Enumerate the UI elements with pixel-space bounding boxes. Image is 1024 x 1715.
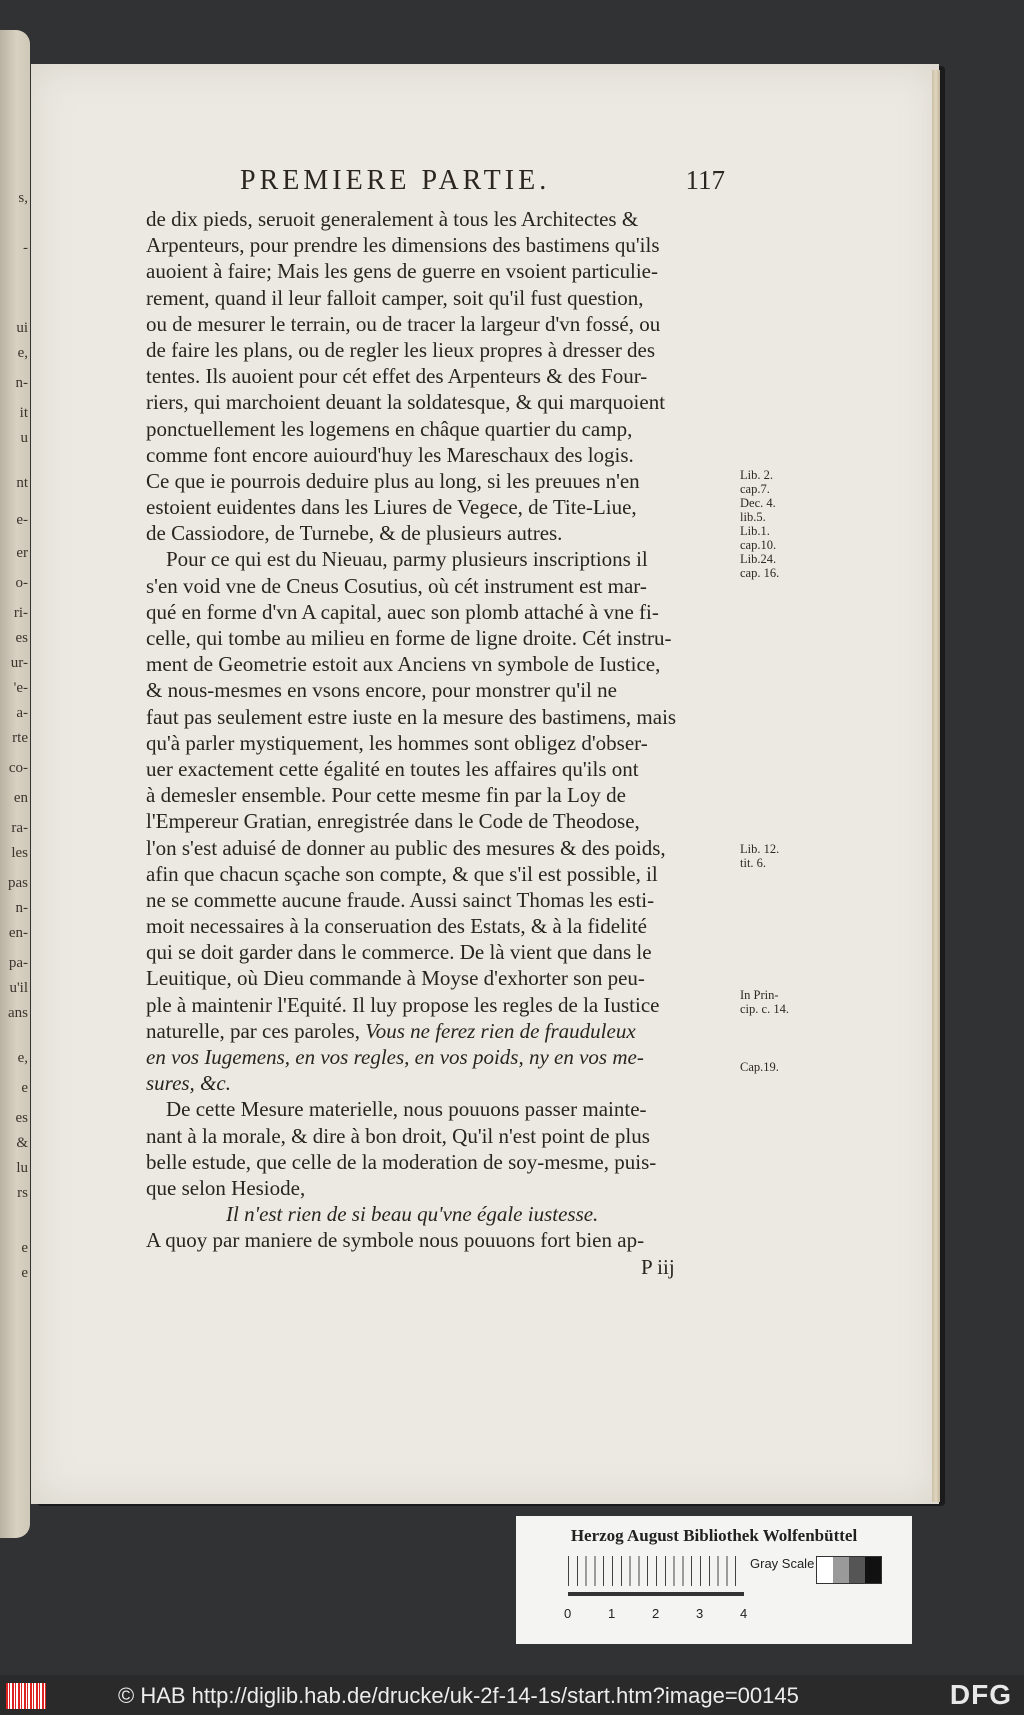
margin-note bbox=[740, 1060, 779, 1074]
margin-note bbox=[740, 552, 779, 580]
page-edge bbox=[932, 70, 940, 1502]
text-span: qu'à parler mystiquement, les hommes sont obligez d'obser- bbox=[146, 730, 648, 755]
text-span: Pour ce qui est du Nieuau, parmy plusieurs inscriptions il bbox=[166, 547, 648, 572]
facing-page-fragment: rte bbox=[12, 730, 28, 746]
italic-span: Vous ne ferez rien de frauduleux bbox=[365, 1018, 636, 1043]
text-span: faut pas seulement estre iuste en la mesure des bastimens, mais bbox=[146, 704, 677, 729]
text-line bbox=[146, 651, 742, 677]
text-line bbox=[146, 468, 742, 494]
scale-ruler bbox=[568, 1556, 744, 1586]
gray-scale-patches bbox=[816, 1556, 882, 1584]
text-span: que selon Hesiode, bbox=[146, 1175, 306, 1200]
text-span: De cette Mesure materielle, nous pouuons passer mainte- bbox=[166, 1097, 647, 1122]
hab-logo-icon bbox=[6, 1683, 46, 1709]
margin-note-line: cap.7. bbox=[740, 482, 770, 496]
text-line bbox=[146, 1018, 742, 1044]
text-line bbox=[146, 756, 742, 782]
gray-patch bbox=[865, 1557, 881, 1583]
text-span: belle estude, que celle de la moderation de soy-mesme, puis- bbox=[146, 1149, 657, 1174]
margin-note bbox=[740, 496, 776, 524]
facing-page-fragment: er bbox=[16, 545, 28, 561]
facing-page-fragment: nt bbox=[16, 475, 28, 491]
text-span: uer exactement cette égalité en toutes les affaires qu'ils ont bbox=[146, 756, 639, 781]
text-span: Arpenteurs, pour prendre les dimensions des bastimens qu'ils bbox=[146, 233, 660, 258]
text-span: ou de mesurer le terrain, ou de tracer la largeur d'vn fossé, ou bbox=[146, 311, 661, 336]
text-line bbox=[146, 337, 742, 363]
margin-note-line: lib.5. bbox=[740, 510, 766, 524]
margin-note bbox=[740, 988, 789, 1016]
text-span: A quoy par maniere de symbole nous pouuons fort bien ap- bbox=[146, 1228, 645, 1253]
text-span: comme font encore auiourd'huy les Mareschaux des logis. bbox=[146, 442, 634, 467]
italic-span: en vos Iugemens, en vos regles, en vos poids, ny en vos me- bbox=[146, 1045, 644, 1069]
text-span: naturelle, par ces paroles, bbox=[146, 1018, 366, 1043]
facing-page-fragment: - bbox=[23, 240, 28, 256]
facing-page-fragment: ans bbox=[8, 1005, 28, 1021]
facing-page-fragment: ui bbox=[16, 320, 28, 336]
facing-page-fragment: e, bbox=[17, 1050, 28, 1066]
page-number: 117 bbox=[685, 165, 725, 195]
text-line bbox=[146, 625, 742, 651]
text-line bbox=[146, 730, 742, 756]
margin-note-line: Lib.24. bbox=[740, 552, 777, 566]
ruler-number: 0 bbox=[564, 1606, 572, 1621]
facing-page-fragment: es bbox=[15, 1110, 28, 1126]
text-line bbox=[146, 258, 742, 284]
text-line bbox=[146, 887, 742, 913]
text-line bbox=[146, 494, 742, 520]
text-span: l'on s'est aduisé de donner au public des mesures & des poids, bbox=[146, 835, 666, 860]
facing-page-fragment: s, bbox=[18, 190, 28, 206]
ruler-bar bbox=[568, 1592, 744, 1596]
facing-page-edge bbox=[0, 30, 30, 1538]
text-span: tentes. Ils auoient pour cét effet des Arpenteurs & des Four- bbox=[146, 364, 648, 389]
text-line bbox=[146, 389, 742, 415]
facing-page-fragment: n- bbox=[15, 900, 28, 916]
signature-mark bbox=[146, 1254, 742, 1280]
margin-note-line: cip. c. 14. bbox=[740, 1002, 789, 1016]
ruler-number: 1 bbox=[608, 1606, 616, 1621]
text-span: qui se doit garder dans le commerce. De là vient que dans le bbox=[146, 940, 652, 965]
dfg-logo: DFG bbox=[949, 1679, 1012, 1710]
text-line bbox=[146, 311, 742, 337]
margin-note-line: Lib.1. bbox=[740, 524, 770, 538]
running-head: PREMIERE PARTIE. bbox=[240, 165, 551, 196]
text-span: rement, quand il leur falloit camper, soit qu'il fust question, bbox=[146, 285, 644, 310]
margin-note bbox=[740, 468, 773, 496]
text-line bbox=[146, 808, 742, 834]
facing-page-fragment: u'il bbox=[9, 980, 28, 996]
text-span: s'en void vne de Cneus Cosutius, où cét instrument est mar- bbox=[146, 573, 647, 598]
text-line bbox=[146, 416, 742, 442]
italic-span: sures, &c. bbox=[146, 1071, 231, 1096]
text-line bbox=[146, 520, 742, 546]
text-line bbox=[146, 992, 742, 1018]
text-span: ple à maintenir l'Equité. Il luy propose les regles de la Iustice bbox=[146, 992, 660, 1017]
text-span: ment de Geometrie estoit aux Anciens vn symbole de Iustice, bbox=[146, 652, 661, 677]
margin-note-line: cap. 16. bbox=[740, 566, 780, 580]
facing-page-fragment: e bbox=[21, 1240, 28, 1256]
facing-page-fragment: ra- bbox=[11, 820, 28, 836]
text-line bbox=[146, 363, 742, 389]
italic-span: Il n'est rien de si beau qu'vne égale iustesse. bbox=[226, 1202, 599, 1227]
text-span: à demesler ensemble. Pour cette mesme fin par la Loy de bbox=[146, 783, 626, 808]
text-line bbox=[146, 232, 742, 258]
margin-note-line: In Prin- bbox=[740, 988, 779, 1002]
text-line bbox=[146, 573, 742, 599]
text-line bbox=[146, 1149, 742, 1175]
text-line bbox=[146, 1044, 742, 1070]
margin-note-line: Cap.19. bbox=[740, 1060, 779, 1074]
text-span: estoient euidentes dans les Liures de Vegece, de Tite-Liue, bbox=[146, 495, 637, 520]
facing-page-fragment: ur- bbox=[10, 655, 28, 671]
facing-page-fragment: en bbox=[13, 790, 28, 806]
text-span: de Cassiodore, de Turnebe, & de plusieurs autres. bbox=[146, 521, 563, 546]
facing-page-fragment: e- bbox=[16, 512, 28, 528]
text-line bbox=[146, 206, 742, 232]
gray-patch bbox=[833, 1557, 849, 1583]
facing-page-fragment: les bbox=[11, 845, 28, 861]
facing-page-fragment: pas bbox=[8, 875, 28, 891]
text-span: nant à la morale, & dire à bon droit, Qu'il n'est point de plus bbox=[146, 1123, 650, 1148]
margin-note-line: tit. 6. bbox=[740, 856, 767, 870]
facing-page-fragment: es bbox=[15, 630, 28, 646]
margin-note bbox=[740, 842, 779, 870]
margin-note-line: cap.10. bbox=[740, 538, 777, 552]
facing-page-fragment: co- bbox=[8, 760, 28, 776]
text-span: celle, qui tombe au milieu en forme de ligne droite. Cét instru- bbox=[146, 626, 672, 650]
footer-bar bbox=[0, 1675, 1024, 1715]
text-line bbox=[146, 835, 742, 861]
body-text bbox=[146, 206, 742, 1280]
text-line bbox=[146, 704, 742, 730]
margin-note-line: Lib. 12. bbox=[740, 842, 780, 856]
text-line bbox=[146, 1227, 742, 1253]
gray-patch bbox=[817, 1557, 833, 1583]
text-span: ponctuellement les logemens en châque quartier du camp, bbox=[146, 416, 633, 441]
text-span: de dix pieds, seruoit generalement à tous les Architectes & bbox=[146, 207, 639, 231]
page-header bbox=[240, 165, 725, 205]
text-line bbox=[146, 599, 742, 625]
facing-page-fragment: en- bbox=[8, 925, 28, 941]
library-name: Herzog August Bibliothek Wolfenbüttel bbox=[570, 1526, 858, 1545]
text-line bbox=[146, 1175, 742, 1201]
facing-page-fragment: rs bbox=[17, 1185, 28, 1201]
copyright-url[interactable]: © HAB http://diglib.hab.de/drucke/uk-2f-14-1s/start.htm?image=00145 bbox=[118, 1683, 799, 1708]
facing-page-fragment: u bbox=[20, 430, 28, 446]
text-line bbox=[146, 939, 742, 965]
facing-page-fragment: pa- bbox=[8, 955, 28, 971]
margin-note-line: Lib. 2. bbox=[740, 468, 773, 482]
text-span: afin que chacun sçache son compte, & que s'il est possible, il bbox=[146, 861, 658, 886]
facing-page-fragment: e, bbox=[17, 345, 28, 361]
text-span: & nous-mesmes en vsons encore, pour monstrer qu'il ne bbox=[146, 678, 617, 703]
text-line bbox=[146, 965, 742, 991]
ruler-number: 4 bbox=[740, 1606, 748, 1621]
facing-page-fragment: it bbox=[19, 405, 28, 421]
facing-page-fragment: o- bbox=[15, 575, 28, 591]
text-span: de faire les plans, ou de regler les lieux propres à dresser des bbox=[146, 337, 656, 362]
text-span: l'Empereur Gratian, enregistrée dans le Code de Theodose, bbox=[146, 809, 640, 834]
text-span: P iij bbox=[641, 1254, 675, 1279]
text-span: ne se commette aucune fraude. Aussi sainct Thomas les esti- bbox=[146, 887, 655, 912]
color-target bbox=[516, 1516, 912, 1644]
facing-page-fragment: lu bbox=[16, 1160, 28, 1176]
text-line bbox=[146, 1070, 742, 1096]
facing-page-fragment: n- bbox=[15, 375, 28, 391]
facing-page-fragment: ri- bbox=[13, 605, 28, 621]
facing-page-fragment: a- bbox=[16, 705, 28, 721]
text-span: riers, qui marchoient deuant la soldatesque, & qui marquoient bbox=[146, 390, 666, 415]
text-span: Leuitique, où Dieu commande à Moyse d'exhorter son peu- bbox=[146, 966, 645, 991]
ruler-number: 3 bbox=[696, 1606, 704, 1621]
text-span: qué en forme d'vn A capital, auec son plomb attaché à vne fi- bbox=[146, 599, 659, 624]
gray-scale-label: Gray Scale bbox=[750, 1556, 815, 1571]
gray-patch bbox=[849, 1557, 865, 1583]
text-line bbox=[146, 442, 742, 468]
text-line bbox=[146, 1123, 742, 1149]
text-line bbox=[146, 782, 742, 808]
text-line bbox=[146, 861, 742, 887]
margin-note bbox=[740, 524, 776, 552]
facing-page-fragment: e bbox=[21, 1080, 28, 1096]
text-line bbox=[146, 677, 742, 703]
text-line bbox=[146, 285, 742, 311]
text-line bbox=[146, 913, 742, 939]
text-span: Ce que ie pourrois deduire plus au long, si les preuues n'en bbox=[146, 468, 640, 493]
text-line bbox=[146, 1096, 742, 1122]
text-span: moit necessaires à la conseruation des Estats, & à la fidelité bbox=[146, 914, 647, 939]
facing-page-fragment: 'e- bbox=[13, 680, 28, 696]
margin-note-line: Dec. 4. bbox=[740, 496, 776, 510]
facing-page-fragment: e bbox=[21, 1265, 28, 1281]
text-span: auoient à faire; Mais les gens de guerre en vsoient particulie- bbox=[146, 259, 658, 284]
facing-page-fragment: & bbox=[16, 1135, 28, 1151]
ruler-number: 2 bbox=[652, 1606, 660, 1621]
text-line bbox=[146, 546, 742, 572]
text-line bbox=[146, 1201, 742, 1227]
